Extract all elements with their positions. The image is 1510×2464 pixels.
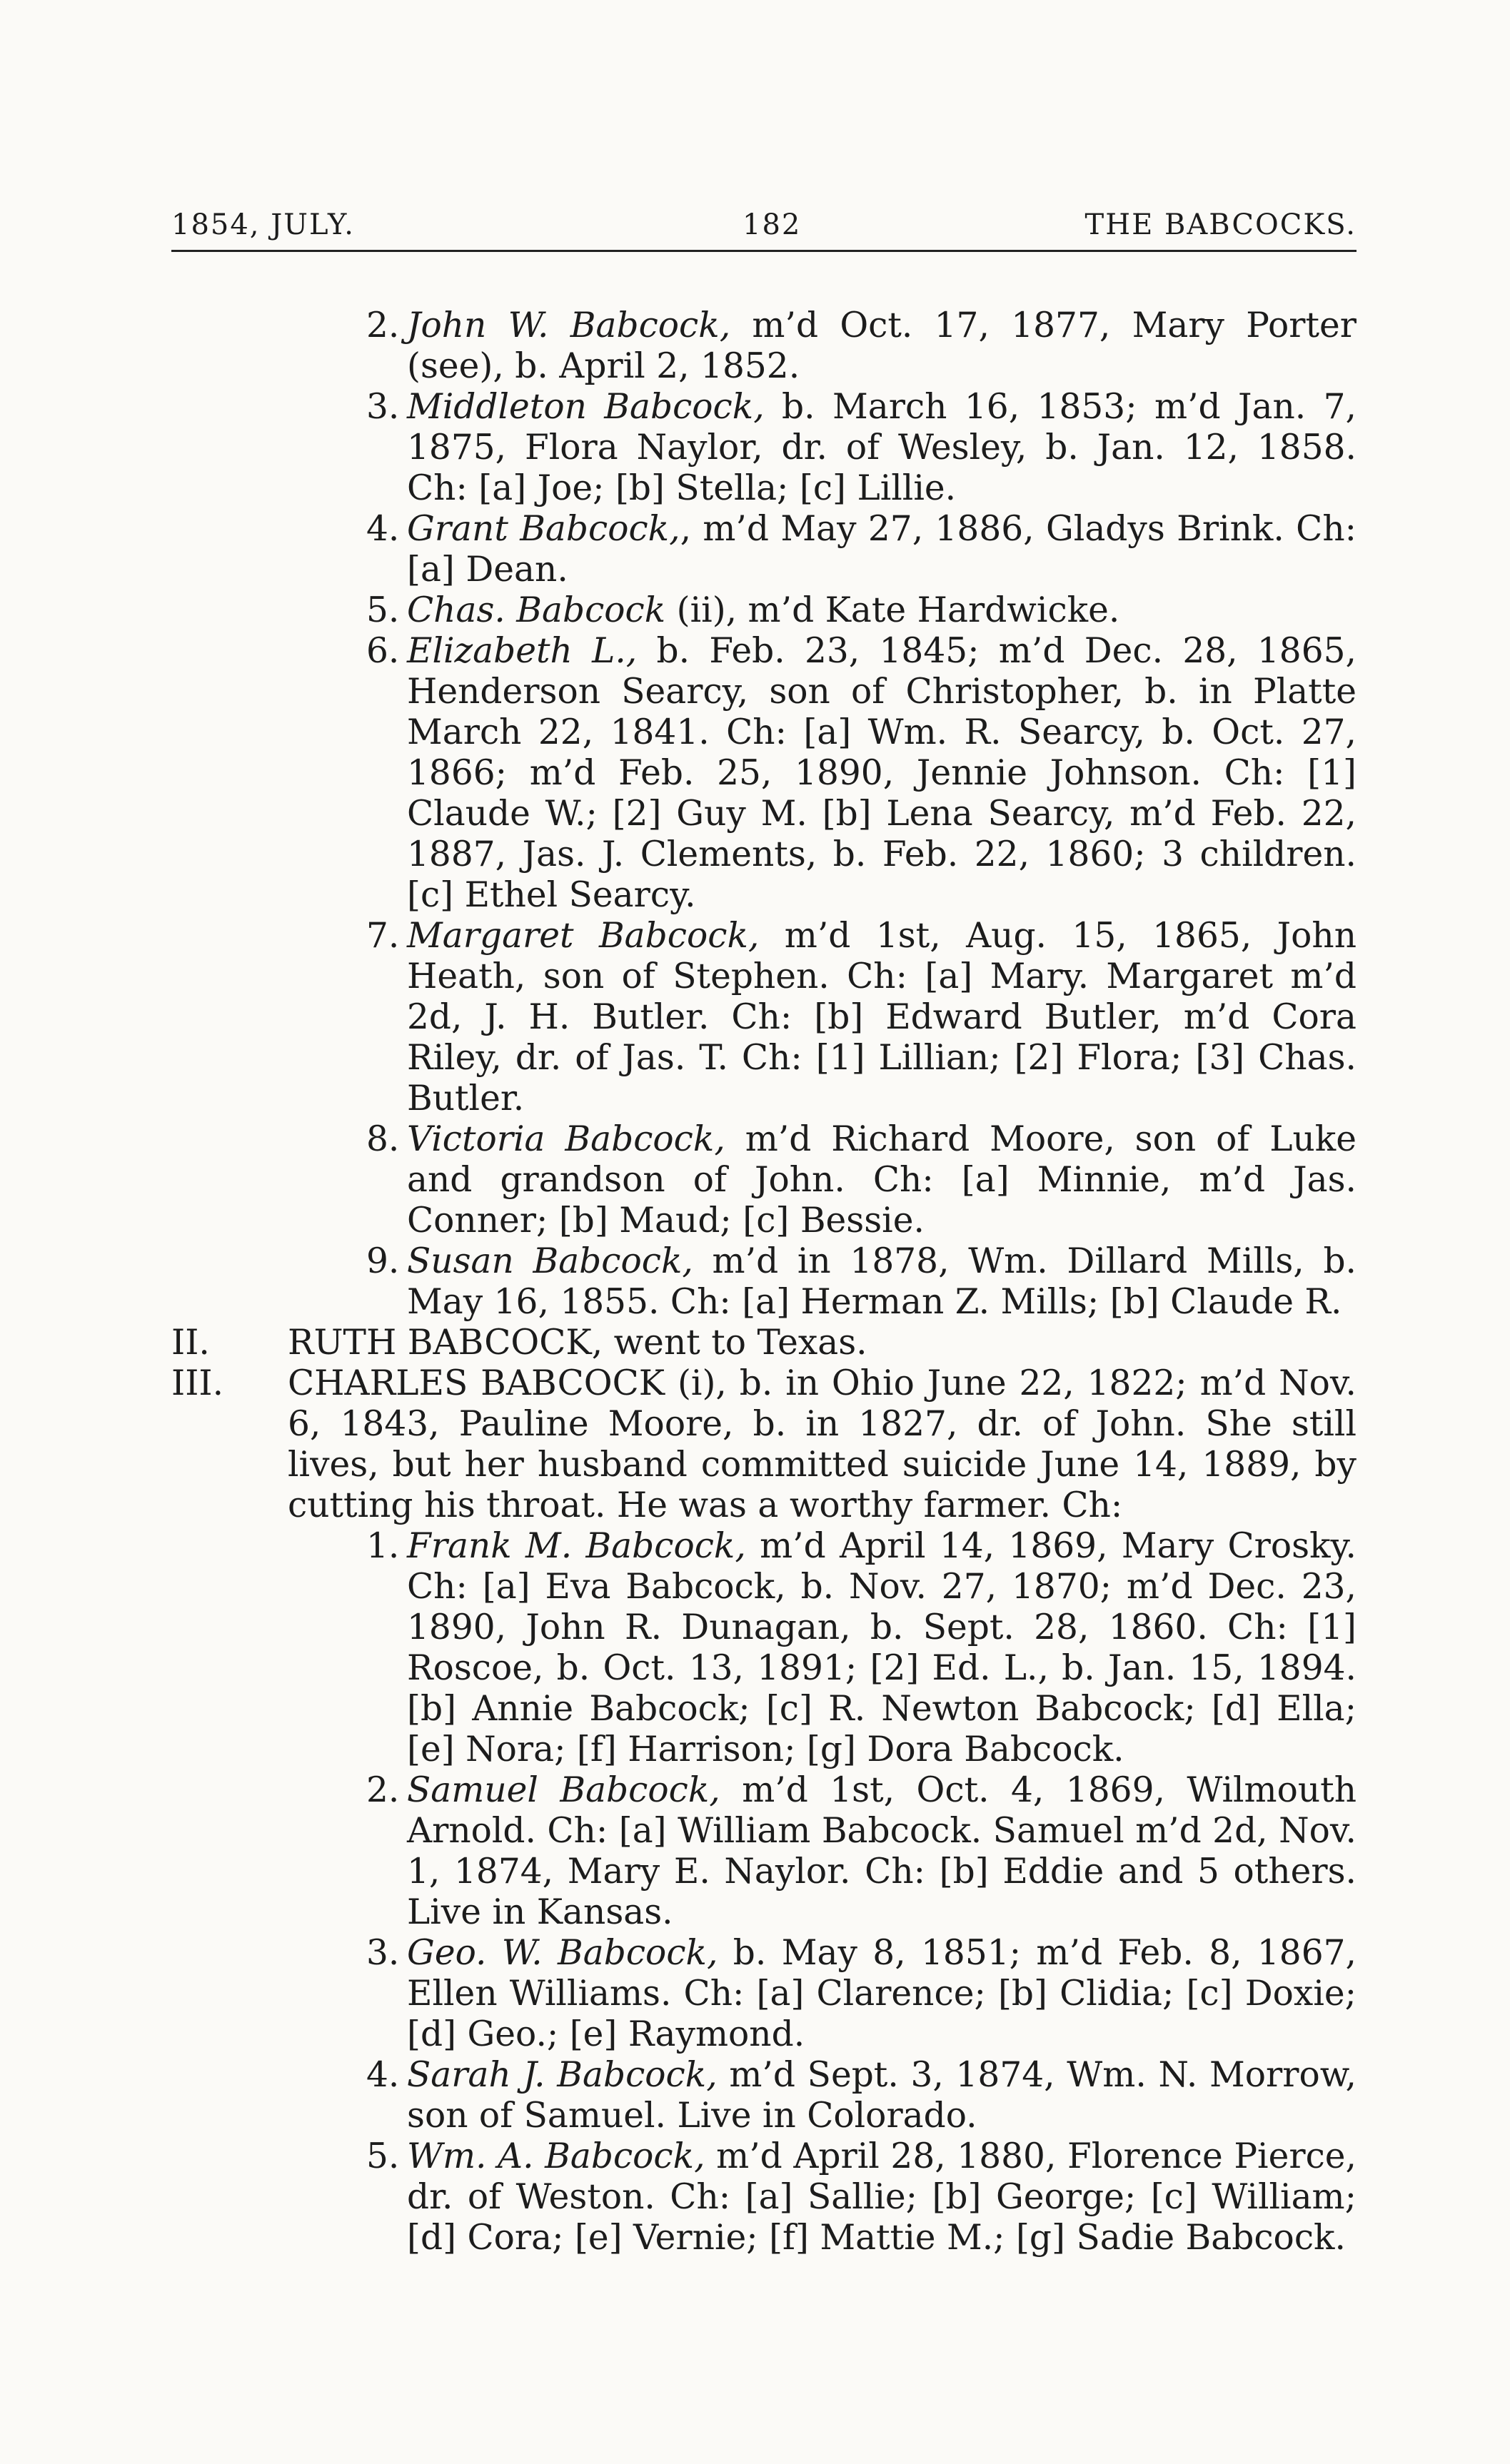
entry-text: m’d in 1878, Wm. Dillard Mills, b. May 16, 1855. Ch: [a] Herman Z. Mills; [b] Claude R.: [407, 1241, 1357, 1322]
entry-frank-m-babcock: [171, 1526, 1357, 1770]
entry-number: 9.: [366, 1241, 400, 1281]
entry-name: Sarah J. Babcock,: [407, 2055, 718, 2095]
entry-number: 8.: [366, 1119, 400, 1159]
entry-name: Geo. W. Babcock,: [407, 1933, 718, 1973]
header-title: THE BABCOCKS.: [1084, 208, 1357, 241]
entry-samuel-babcock: [171, 1770, 1357, 1933]
entry-name: Wm. A. Babcock,: [407, 2136, 705, 2176]
entry-name: Susan Babcock,: [407, 1241, 693, 1281]
entry-number: 2.: [366, 306, 400, 345]
entry-number: 2.: [366, 1770, 400, 1810]
page-number: 182: [743, 208, 802, 241]
entry-geo-w-babcock: [171, 1933, 1357, 2055]
entry-text: RUTH BABCOCK, went to Texas.: [288, 1323, 867, 1363]
entry-number: III.: [171, 1363, 224, 1403]
entry-name: John W. Babcock,: [407, 306, 731, 345]
entry-number: 7.: [366, 916, 400, 956]
entry-text: b. March 16, 1853; m’d Jan. 7, 1875, Flora Naylor, dr. of Wesley, b. Jan. 12, 1858. Ch: [a] Joe; [b] Stella; [c] Lillie.: [407, 387, 1357, 508]
entry-text: m’d April 28, 1880, Florence Pierce, dr. of Weston. Ch: [a] Sallie; [b] George; [c] William; [d] Cora; [e] Vernie; [f] Mattie M.; [g] Sadie Babcock.: [407, 2136, 1357, 2258]
entry-john-w-babcock: [171, 306, 1357, 387]
entry-elizabeth-l: [171, 631, 1357, 916]
genealogy-text: [171, 306, 1357, 2258]
entry-text: , m’d May 27, 1886, Gladys Brink. Ch: [a] Dean.: [407, 509, 1357, 590]
entry-number: 6.: [366, 631, 400, 671]
entry-text: m’d April 14, 1869, Mary Crosky. Ch: [a] Eva Babcock, b. Nov. 27, 1870; m’d Dec. 23, 1890, John R. Dunagan, b. Sept. 28, 1860. Ch: [1] Roscoe, b. Oct. 13, 1891; [2] Ed. L., b. Jan. 15, 1894. [b] Annie Babcock; [c] R. Newton Babcock; [d] Ella; [e] Nora; [f] Harrison; [g] Dora Babcock.: [407, 1526, 1357, 1769]
entry-text: (ii), m’d Kate Hardwicke.: [665, 590, 1120, 630]
entry-name: Middleton Babcock,: [407, 387, 765, 427]
entry-text: b. May 8, 1851; m’d Feb. 8, 1867, Ellen Williams. Ch: [a] Clarence; [b] Clidia; [c] Doxie; [d] Geo.; [e] Raymond.: [407, 1933, 1357, 2054]
entry-chas-babcock: [171, 590, 1357, 631]
entry-susan-babcock: [171, 1241, 1357, 1323]
entry-text: m’d Sept. 3, 1874, Wm. N. Morrow, son of Samuel. Live in Colorado.: [407, 2055, 1357, 2136]
entry-margaret-babcock: [171, 916, 1357, 1119]
entry-number: 3.: [366, 1933, 400, 1973]
entry-sarah-j-babcock: [171, 2055, 1357, 2136]
entry-text: m’d Oct. 17, 1877, Mary Porter (see), b. April 2, 1852.: [407, 306, 1357, 386]
entry-number: 1.: [366, 1526, 400, 1566]
entry-name: Margaret Babcock,: [407, 916, 760, 956]
entry-name: Elizabeth L.,: [407, 631, 638, 671]
entry-grant-babcock: [171, 509, 1357, 590]
entry-text: CHARLES BABCOCK (i), b. in Ohio June 22, 1822; m’d Nov. 6, 1843, Pauline Moore, b. in 1827, dr. of John. She still lives, but her husband committed suicide June 14, 1889, by cutting his throat. He was a worthy farmer. Ch:: [288, 1363, 1357, 1525]
entry-ruth-babcock: [171, 1323, 1357, 1363]
entry-number: II.: [171, 1323, 210, 1363]
entry-number: 5.: [366, 590, 400, 630]
entry-name: Samuel Babcock,: [407, 1770, 720, 1810]
entry-number: 4.: [366, 2055, 400, 2095]
entry-name: Victoria Babcock,: [407, 1119, 725, 1159]
entry-victoria-babcock: [171, 1119, 1357, 1241]
entry-text: b. Feb. 23, 1845; m’d Dec. 28, 1865, Henderson Searcy, son of Christopher, b. in Platte March 22, 1841. Ch: [a] Wm. R. Searcy, b. Oct. 27, 1866; m’d Feb. 25, 1890, Jennie Johnson. Ch: [1] Claude W.; [2] Guy M. [b] Lena Searcy, m’d Feb. 22, 1887, Jas. J. Clements, b. Feb. 22, 1860; 3 children. [c] Ethel Searcy.: [407, 631, 1357, 915]
entry-text: m’d 1st, Oct. 4, 1869, Wilmouth Arnold. Ch: [a] William Babcock. Samuel m’d 2d, Nov. 1, 1874, Mary E. Naylor. Ch: [b] Eddie and 5 others. Live in Kansas.: [407, 1770, 1357, 1932]
entry-name: Chas. Babcock: [407, 590, 666, 630]
entry-text: m’d 1st, Aug. 15, 1865, John Heath, son of Stephen. Ch: [a] Mary. Margaret m’d 2d, J. H. Butler. Ch: [b] Edward Butler, m’d Cora Riley, dr. of Jas. T. Ch: [1] Lillian; [2] Flora; [3] Chas. Butler.: [407, 916, 1357, 1119]
entry-wm-a-babcock: [171, 2136, 1357, 2258]
header-date: 1854, JULY.: [171, 208, 355, 241]
entry-text: m’d Richard Moore, son of Luke and grandson of John. Ch: [a] Minnie, m’d Jas. Conner; [b] Maud; [c] Bessie.: [407, 1119, 1357, 1241]
entry-number: 4.: [366, 509, 400, 549]
entry-middleton-babcock: [171, 387, 1357, 509]
entry-number: 5.: [366, 2136, 400, 2176]
header-rule: [171, 250, 1357, 252]
entry-name: Grant Babcock,: [407, 509, 680, 549]
entry-charles-babcock: [171, 1363, 1357, 1526]
entry-number: 3.: [366, 387, 400, 427]
entry-name: Frank M. Babcock,: [407, 1526, 746, 1566]
